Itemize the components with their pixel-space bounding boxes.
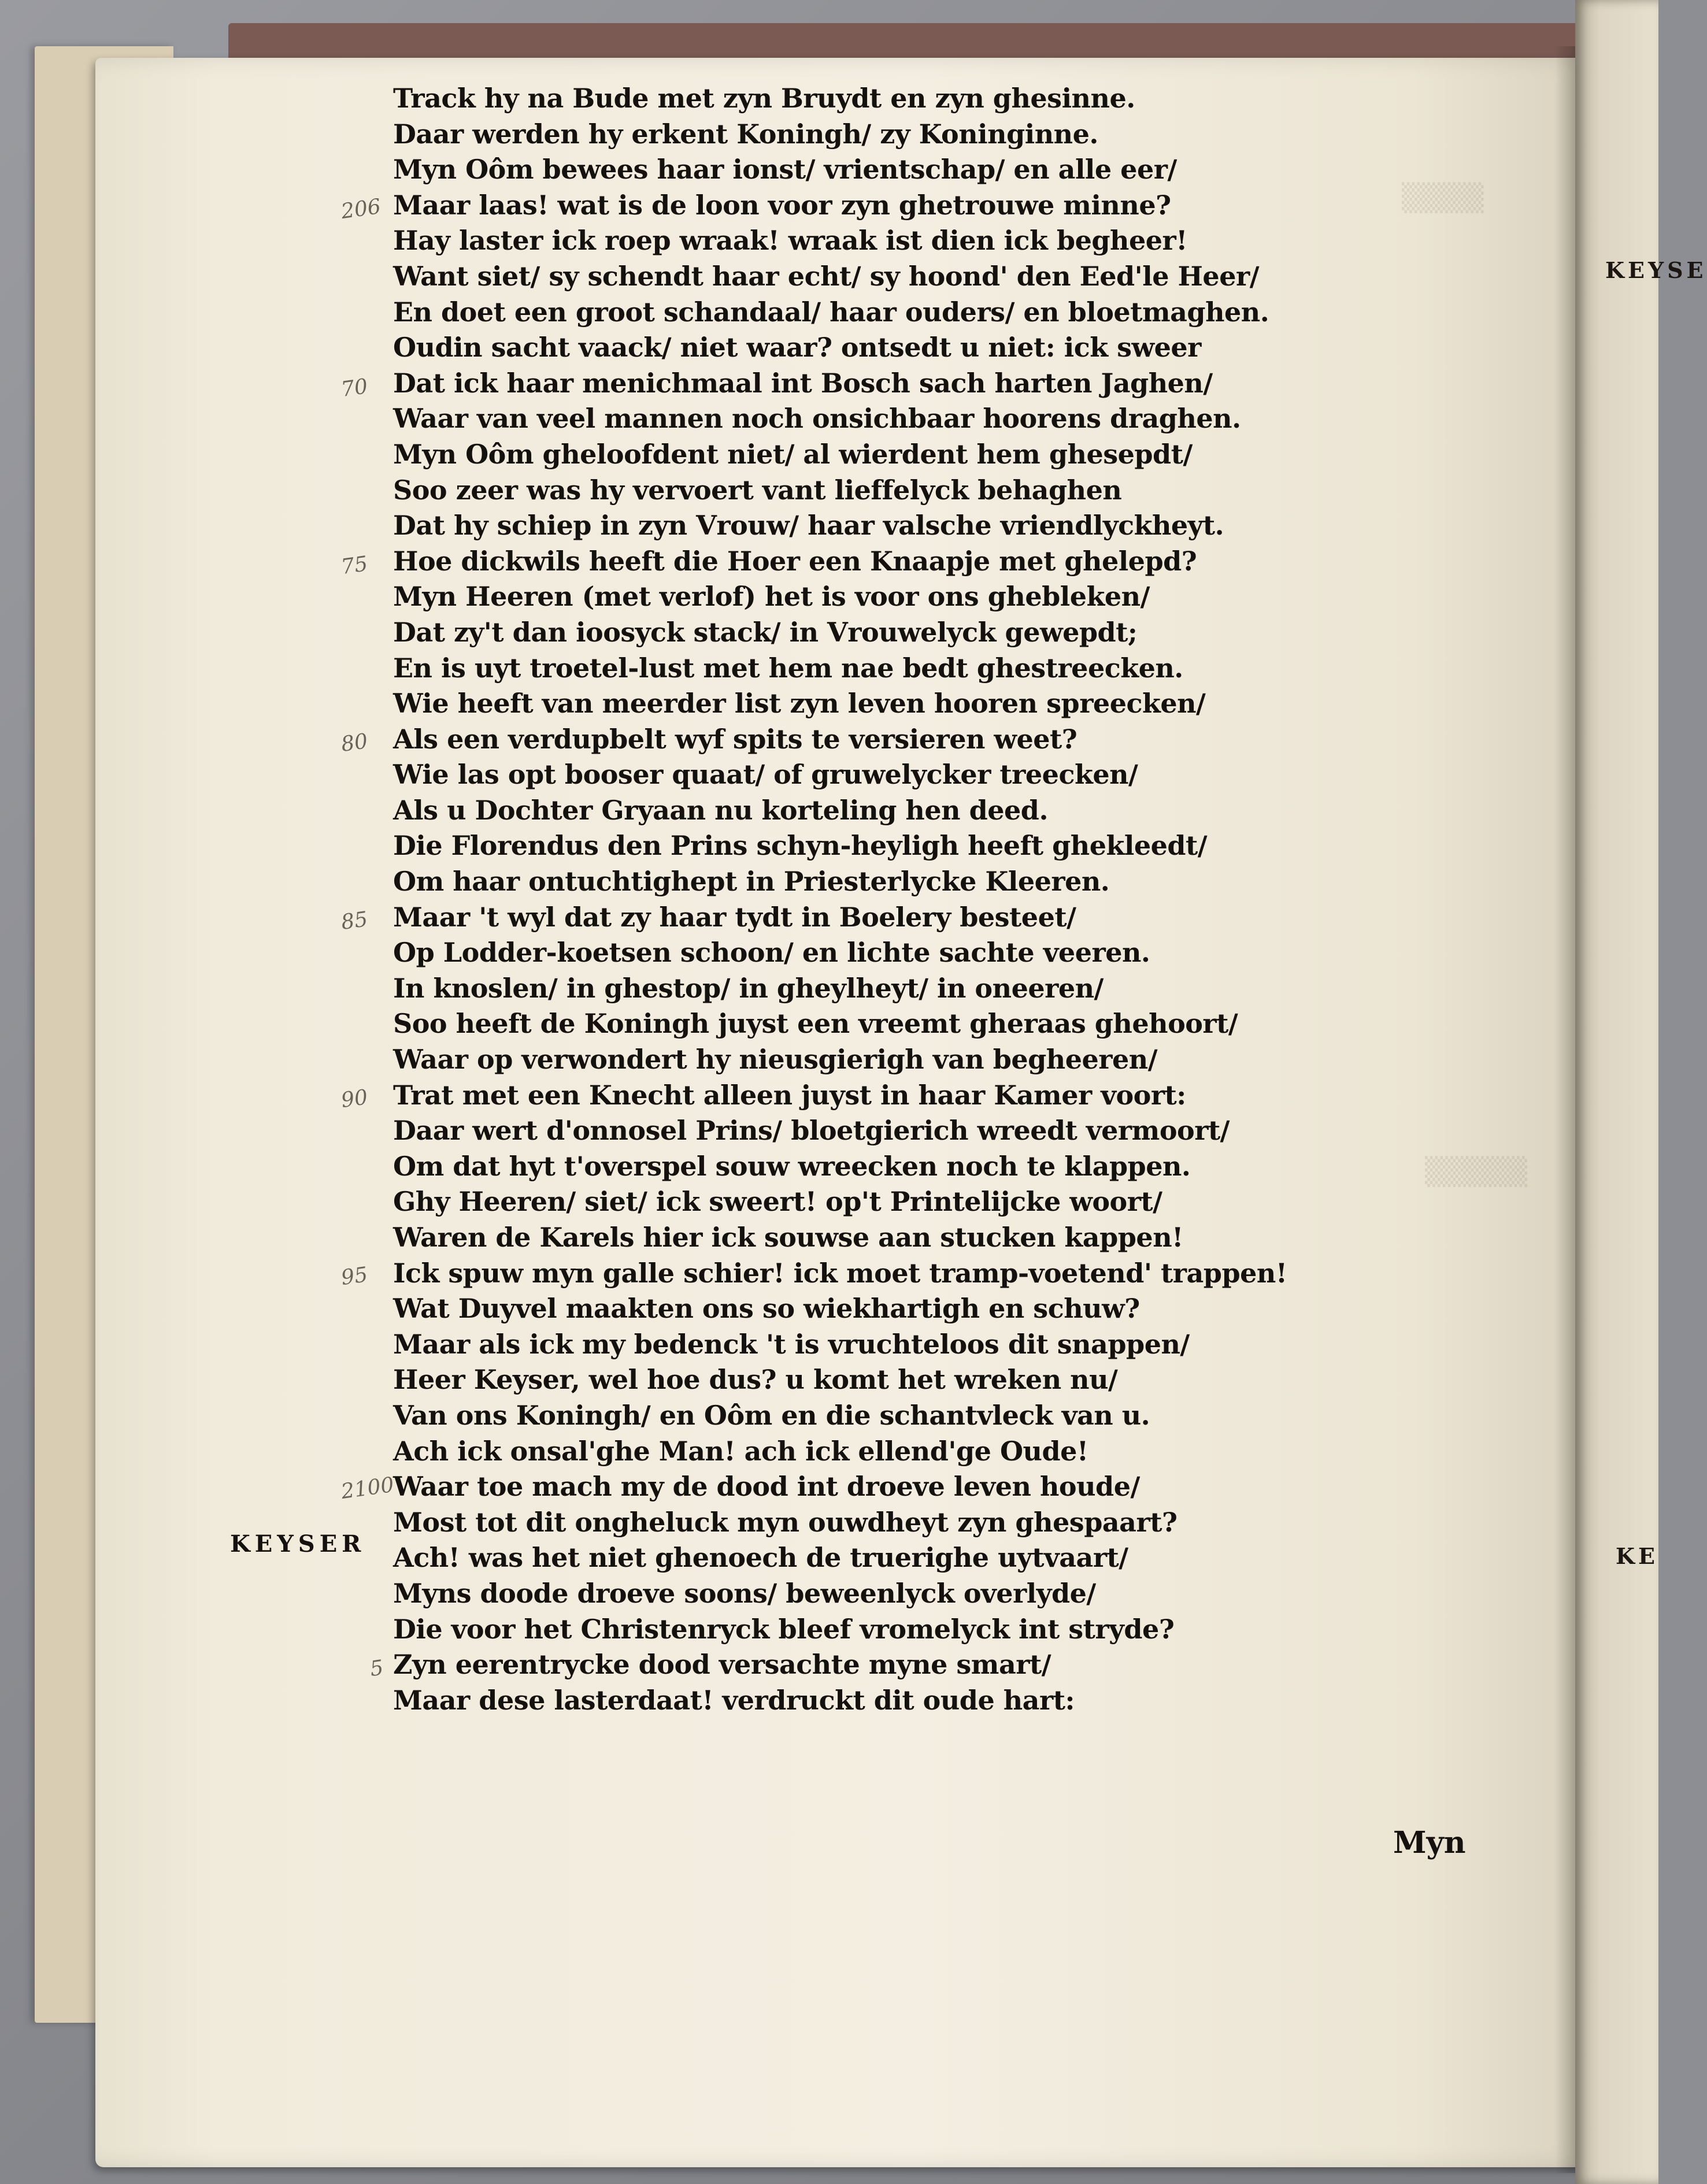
- verse-line: Ach! was het niet ghenoech de truerighe uytvaart/: [393, 1542, 1128, 1574]
- verse-line: Dat ick haar menichmaal int Bosch sach harten Jaghen/: [393, 367, 1213, 399]
- verse-line: Want siet/ sy schendt haar echt/ sy hoond' den Eed'le Heer/: [393, 260, 1260, 292]
- verse-line: Dat zy't dan ioosyck stack/ in Vrouwelyck gewepdt;: [393, 616, 1138, 648]
- verse-line: Ick spuw myn galle schier! ick moet tramp-voetend' trappen!: [393, 1257, 1287, 1289]
- verse-line: En doet een groot schandaal/ haar ouders/ en bloetmaghen.: [393, 296, 1269, 328]
- verse-line: Waren de Karels hier ick souwse aan stucken kappen!: [393, 1222, 1183, 1253]
- facing-page: [1575, 0, 1707, 2184]
- margin-line-number: 90: [339, 1085, 369, 1113]
- verse-line: Myn Oôm gheloofdent niet/ al wierdent hem ghesepdt/: [393, 438, 1193, 470]
- verse-line: Wie las opt booser quaat/ of gruwelycker treecken/: [393, 759, 1138, 791]
- verse-line: Waar toe mach my de dood int droeve leven houde/: [393, 1471, 1140, 1503]
- margin-line-number: 75: [339, 552, 369, 580]
- verse-line: Myns doode droeve soons/ beweenlyck overlyde/: [393, 1577, 1096, 1609]
- verse-line: Van ons Koningh/ en Oôm en die schantvleck van u.: [393, 1399, 1150, 1431]
- verse-line: In knoslen/ in ghestop/ in gheylheyt/ in oneeren/: [393, 972, 1104, 1004]
- verse-line: Zyn eerentrycke dood versachte myne smart/: [393, 1649, 1051, 1681]
- verse-line: Waar op verwondert hy nieusgierigh van begheeren/: [393, 1044, 1158, 1076]
- verse-line: Most tot dit ongheluck myn ouwdheyt zyn ghespaart?: [393, 1506, 1178, 1538]
- verse-line: Waar van veel mannen noch onsichbaar hoorens draghen.: [393, 403, 1241, 435]
- verse-line: Hay laster ick roep wraak! wraak ist dien ick begheer!: [393, 225, 1187, 257]
- facing-page-word: KE: [1616, 1543, 1658, 1569]
- show-through-text: ▒▒▒▒▒: [1425, 1156, 1527, 1187]
- verse-line: Myn Oôm bewees haar ionst/ vrientschap/ en alle eer/: [393, 154, 1177, 186]
- verse-line: Om haar ontuchtighept in Priesterlycke Kleeren.: [393, 866, 1110, 898]
- verse-line: Daar werden hy erkent Koningh/ zy Koninginne.: [393, 118, 1098, 150]
- verse-line: Dat hy schiep in zyn Vrouw/ haar valsche vriendlyckheyt.: [393, 510, 1224, 542]
- verse-line: Heer Keyser, wel hoe dus? u komt het wreken nu/: [393, 1364, 1118, 1396]
- verse-line: Om dat hyt t'overspel souw wreecken noch te klappen.: [393, 1150, 1191, 1182]
- verse-line: Myn Heeren (met verlof) het is voor ons ghebleken/: [393, 581, 1150, 613]
- verse-line: Daar wert d'onnosel Prins/ bloetgierich wreedt vermoort/: [393, 1115, 1230, 1147]
- verse-line: Maar 't wyl dat zy haar tydt in Boelery besteet/: [393, 901, 1076, 933]
- margin-line-number: 95: [339, 1263, 369, 1291]
- verse-line: Als een verdupbelt wyf spits te versieren weet?: [393, 723, 1077, 755]
- verse-line: Track hy na Bude met zyn Bruydt en zyn ghesinne.: [393, 83, 1135, 114]
- show-through-text: ▒▒▒▒: [1402, 182, 1484, 213]
- verse-line: Maar dese lasterdaat! verdruckt dit oude hart:: [393, 1684, 1075, 1716]
- margin-line-number: 2100: [339, 1473, 396, 1504]
- verse-line: Op Lodder-koetsen schoon/ en lichte sachte veeren.: [393, 937, 1150, 969]
- verse-line: Wat Duyvel maakten ons so wiekhartigh en schuw?: [393, 1293, 1140, 1325]
- margin-line-number: 70: [339, 374, 369, 402]
- verse-line: Ach ick onsal'ghe Man! ach ick ellend'ge Oude!: [393, 1435, 1088, 1467]
- speaker-label: KEYSER: [230, 1530, 366, 1558]
- verse-line: Soo zeer was hy vervoert vant lieffelyck behaghen: [393, 474, 1122, 506]
- verse-line: Wie heeft van meerder list zyn leven hooren spreecken/: [393, 688, 1206, 720]
- catchword: Myn: [1393, 1825, 1466, 1860]
- margin-line-number: 206: [339, 194, 383, 224]
- margin-line-number: 85: [339, 907, 369, 935]
- verse-text: [393, 81, 1434, 1718]
- verse-line: Trat met een Knecht alleen juyst in haar Kamer voort:: [393, 1079, 1186, 1111]
- margin-line-number: 5: [368, 1656, 385, 1682]
- verse-line: Soo heeft de Koningh juyst een vreemt gheraas ghehoort/: [393, 1008, 1238, 1040]
- margin-line-number: 80: [339, 729, 369, 757]
- verse-line: Maar als ick my bedenck 't is vruchteloos dit snappen/: [393, 1328, 1190, 1360]
- verse-line: Die Florendus den Prins schyn-heyligh heeft ghekleedt/: [393, 830, 1208, 862]
- verse-line: Maar laas! wat is de loon voor zyn ghetrouwe minne?: [393, 189, 1171, 221]
- verse-line: En is uyt troetel-lust met hem nae bedt ghestreecken.: [393, 652, 1183, 684]
- verse-line: Hoe dickwils heeft die Hoer een Knaapje met ghelepd?: [393, 545, 1197, 577]
- facing-page-word: KEYSE: [1605, 257, 1707, 283]
- verse-line: Als u Dochter Gryaan nu korteling hen deed.: [393, 794, 1048, 826]
- verse-line: Oudin sacht vaack/ niet waar? ontsedt u niet: ick sweer: [393, 332, 1201, 364]
- verse-line: Die voor het Christenryck bleef vromelyck int stryde?: [393, 1613, 1175, 1645]
- verse-line: Ghy Heeren/ siet/ ick sweert! op't Printelijcke woort/: [393, 1186, 1162, 1218]
